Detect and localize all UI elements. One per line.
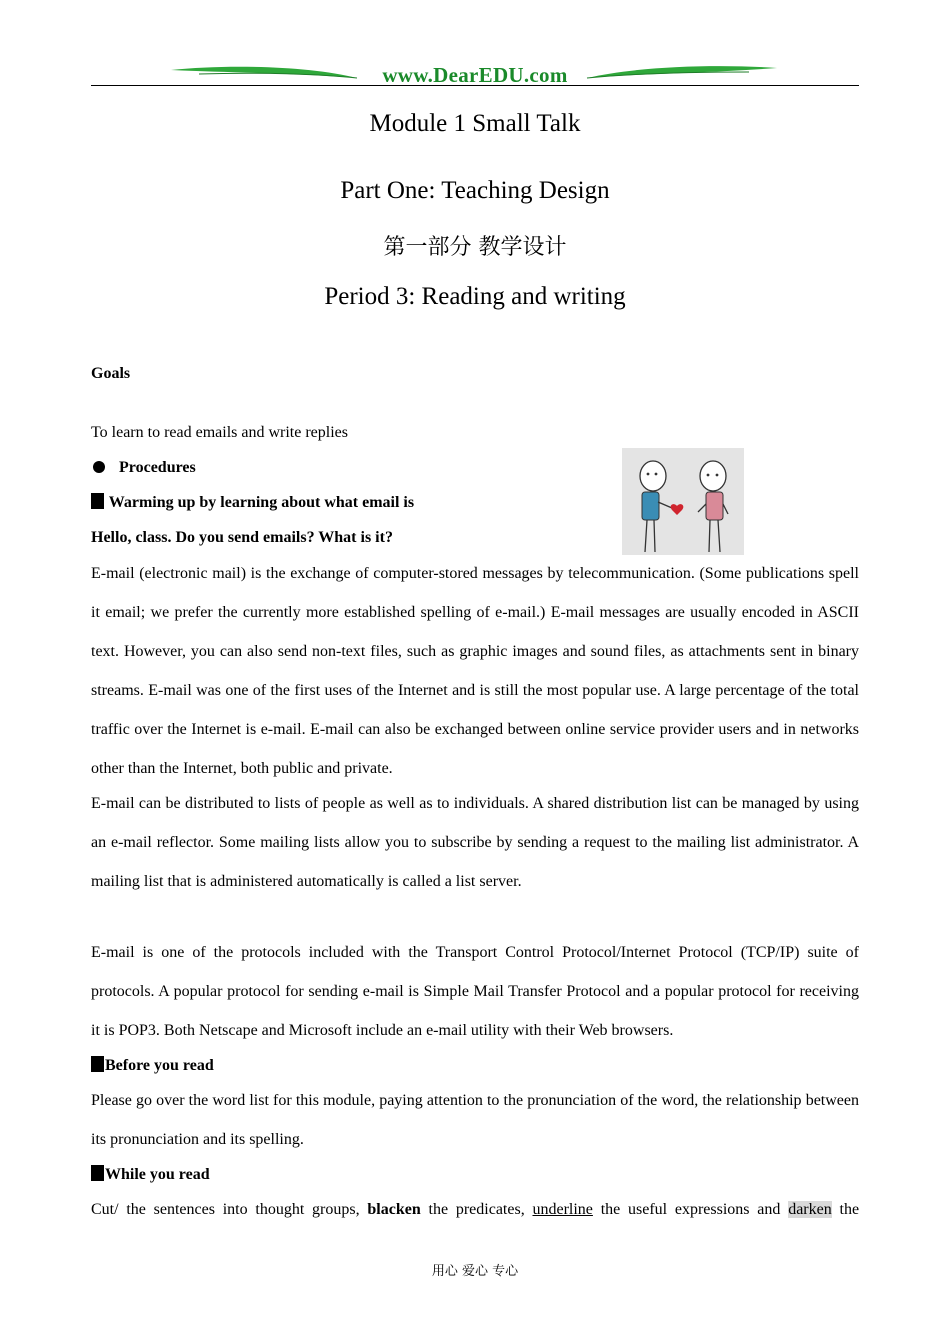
warming-question: Hello, class. Do you send emails? What is it?: [91, 529, 393, 546]
darken-word: darken: [788, 1201, 832, 1218]
while-you-read-heading: [91, 1155, 859, 1194]
square-bullet-icon: [91, 1056, 104, 1072]
header-brand[interactable]: www.DearEDU.com: [382, 63, 568, 87]
while-text-part: the useful expressions and: [600, 1201, 781, 1218]
square-bullet-icon: [91, 493, 104, 509]
paragraph-protocols: E-mail is one of the protocols included with the Transport Control Protocol/Internet Protocol (TCP/IP) suite of protocols. A popular protocol for sending e-mail is Simple Mail Transfer Protocol and a popular protocol for receiving it is POP3. Both Netscape and Microsoft include an e-mail utility with their Web browsers.: [91, 944, 859, 1039]
while-you-read-label: While you read: [105, 1166, 210, 1183]
page-footer: 用心 爱心 专心: [431, 1264, 519, 1279]
while-text-part: the: [839, 1201, 860, 1218]
page-header: [91, 60, 859, 90]
two-figures-heart-picture: [622, 448, 744, 555]
period-title: Period 3: Reading and writing: [324, 283, 626, 310]
part-title: Part One: Teaching Design: [340, 177, 610, 204]
warming-up-label: Warming up by learning about what email is: [108, 494, 415, 511]
goals-text: To learn to read emails and write replies: [91, 424, 348, 441]
procedures-label: Procedures: [119, 459, 196, 476]
before-you-read-heading: [91, 1046, 859, 1085]
before-you-read-text: Please go over the word list for this module, paying attention to the pronunciation of the word, the relationship between its pronunciation and its spelling.: [91, 1092, 859, 1148]
before-you-read-label: Before you read: [105, 1057, 214, 1074]
paragraph-email-definition: E-mail (electronic mail) is the exchange of computer-stored messages by telecommunication. (Some publications spell it email; we prefer the currently more established spelling of e-mail.) E-mail messages are usually encoded in ASCII text. However, you can also send non-text files, such as graphic images and sound files, as attachments sent in binary streams. E-mail was one of the first uses of the Internet and is still the most popular use. A large percentage of the total traffic over the Internet is e-mail. E-mail can also be exchanged between online service provider users and in networks other than the Internet, both public and private.: [91, 565, 859, 777]
goals-heading: Goals: [91, 365, 131, 382]
while-you-read-text: [91, 1190, 859, 1229]
paragraph-distribution-lists: E-mail can be distributed to lists of people as well as to individuals. A shared distribution list can be managed by using an e-mail reflector. Some mailing lists allow you to subscribe by sending a request to the mailing list administrator. A mailing list that is administered automatically is called a list server.: [91, 795, 859, 890]
square-bullet-icon: [91, 1165, 104, 1181]
blacken-word: blacken: [367, 1201, 421, 1218]
while-text-part: the predicates,: [428, 1201, 525, 1218]
part-title-chinese: 第一部分 教学设计: [383, 235, 567, 260]
underline-word: underline: [532, 1201, 593, 1218]
module-title: Module 1 Small Talk: [369, 110, 581, 137]
while-text-part: Cut/ the sentences into thought groups,: [91, 1201, 360, 1218]
bullet-icon: [93, 461, 105, 473]
